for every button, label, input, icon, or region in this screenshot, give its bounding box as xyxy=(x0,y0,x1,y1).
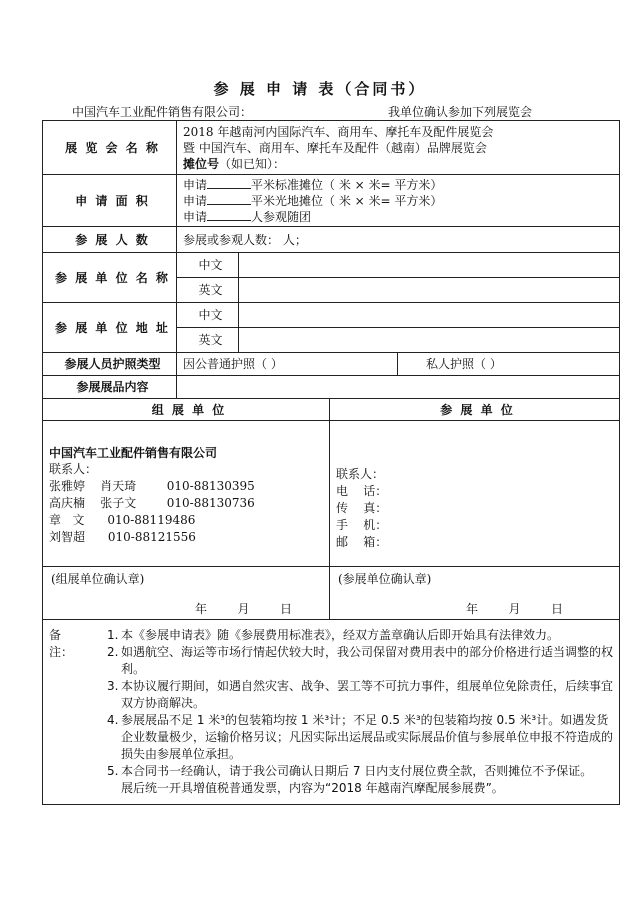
passport-official[interactable]: 因公普通护照（ ） xyxy=(177,353,398,376)
recipient-company: 中国汽车工业配件销售有限公司： xyxy=(72,105,253,119)
booth-hint: （如已知）： xyxy=(219,156,286,171)
confirm-statement: 我单位确认参加下列展览会 xyxy=(388,105,533,119)
raw-space-line: 申请 平米光地摊位（ 米 × 米= 平方米） xyxy=(183,193,443,208)
organizer-date: 年 月 日 xyxy=(195,602,293,616)
people-label: 参 展 人 数 xyxy=(43,227,177,253)
participant-mobile-field[interactable]: 手 机： xyxy=(336,518,388,532)
participant-fax-field[interactable]: 传 真： xyxy=(336,501,388,515)
note-item: 1. 本《参展申请表》随《参展费用标准表》，经双方盖章确认后即开始具有法律效力。 xyxy=(107,628,560,642)
participant-seal: (参展单位确认章) xyxy=(338,572,432,586)
items-label: 参展展品内容 xyxy=(43,376,177,399)
visitor-blank[interactable] xyxy=(207,210,251,221)
people-row xyxy=(43,227,620,253)
unit-name-en-field[interactable] xyxy=(239,278,620,303)
people-value[interactable]: 参展或参观人数： 人； xyxy=(177,227,620,253)
note-item: 3. 本协议履行期间，如遇自然灾害、战争、罢工等不可抗力事件，组展单位免除责任，后续事宜双方协商解决。 xyxy=(107,679,614,710)
exhibition-value xyxy=(177,121,620,175)
participant-contact xyxy=(330,421,620,567)
note-item: 5. 本合同书一经确认，请于我公司确认日期后 7 日内支付展位费全款，否则摊位不予保证。 xyxy=(107,764,593,778)
seal-row xyxy=(43,567,620,620)
passport-private[interactable]: 私人护照（ ） xyxy=(398,353,620,376)
area-row xyxy=(43,175,620,227)
raw-space-blank[interactable] xyxy=(207,194,251,205)
participant-heading: 参 展 单 位 xyxy=(330,399,620,421)
participant-seal-cell xyxy=(330,567,620,620)
unit-name-cn-field[interactable] xyxy=(239,253,620,278)
unit-name-en-label: 英文 xyxy=(177,278,239,303)
party-contact-row xyxy=(43,421,620,567)
notes-cell xyxy=(43,620,620,805)
note-item: 展后统一开具增值税普通发票，内容为“2018 年越南汽摩配展参展费”。 xyxy=(121,781,504,795)
party-heading-row xyxy=(43,399,620,421)
organizer-seal-cell xyxy=(43,567,330,620)
unit-name-label: 参 展 单 位 名 称 xyxy=(43,253,177,303)
contact-line: 高庆楠 张子文 010-88130736 xyxy=(49,496,255,510)
unit-name-cn-label: 中文 xyxy=(177,253,239,278)
organizer-contact xyxy=(43,421,330,567)
notes-label: 备 注： xyxy=(49,628,74,659)
contact-line: 张雅婷 肖天琦 010-88130395 xyxy=(49,479,255,493)
items-row xyxy=(43,376,620,399)
unit-addr-en-label: 英文 xyxy=(177,328,239,353)
organizer-heading: 组 展 单 位 xyxy=(43,399,330,421)
area-label: 申 请 面 积 xyxy=(43,175,177,227)
notes-row xyxy=(43,620,620,805)
participant-contact-field[interactable]: 联系人： xyxy=(336,467,385,481)
area-value xyxy=(177,175,620,227)
exhibition-row xyxy=(43,121,620,175)
unit-addr-cn-field[interactable] xyxy=(239,303,620,328)
exhibition-line1: 2018 年越南河内国际汽车、商用车、摩托车及配件展览会 xyxy=(183,124,494,139)
unit-addr-cn-label: 中文 xyxy=(177,303,239,328)
contact-line: 章 文 010-88119486 xyxy=(49,513,196,527)
organizer-company: 中国汽车工业配件销售有限公司 xyxy=(49,446,218,460)
organizer-contact-label: 联系人： xyxy=(49,462,98,476)
visitor-line: 申请 人参观随团 xyxy=(183,209,312,224)
participant-date: 年 月 日 xyxy=(466,602,564,616)
booth-label: 摊位号 xyxy=(183,156,220,171)
organizer-seal: (组展单位确认章) xyxy=(51,572,145,586)
standard-booth-blank[interactable] xyxy=(207,178,251,189)
unit-addr-en-field[interactable] xyxy=(239,328,620,353)
exhibition-label: 展 览 会 名 称 xyxy=(43,121,177,175)
participant-email-field[interactable]: 邮 箱： xyxy=(336,535,388,549)
note-item: 2. 如遇航空、海运等市场行情起伏较大时，我公司保留对费用表中的部分价格进行适当调整的权利。 xyxy=(107,645,614,676)
exhibition-line2: 暨 中国汽车、商用车、摩托车及配件（越南）品牌展览会 xyxy=(183,140,487,155)
unit-addr-row-cn xyxy=(43,303,620,328)
passport-row xyxy=(43,353,620,376)
standard-booth-line: 申请 平米标准摊位（ 米 × 米= 平方米） xyxy=(183,177,443,192)
contact-line: 刘智超 010-88121556 xyxy=(49,530,196,544)
unit-name-row-cn xyxy=(43,253,620,278)
unit-addr-label: 参 展 单 位 地 址 xyxy=(43,303,177,353)
participant-phone-field[interactable]: 电 话： xyxy=(336,484,388,498)
notes-list xyxy=(107,627,619,797)
page-title: 参 展 申 请 表（合同书） xyxy=(213,80,427,98)
application-form xyxy=(42,120,620,805)
passport-label: 参展人员护照类型 xyxy=(43,353,177,376)
items-field[interactable] xyxy=(177,376,620,399)
note-item: 4. 参展展品不足 1 米³的包装箱均按 1 米³计；不足 0.5 米³的包装箱均按 0.5 米³计。如遇发货企业数量极少，运输价格另议；凡因实际出运展品或实际展品价值与参展单位申报不符造成的损失由参展单位承担。 xyxy=(107,713,614,761)
